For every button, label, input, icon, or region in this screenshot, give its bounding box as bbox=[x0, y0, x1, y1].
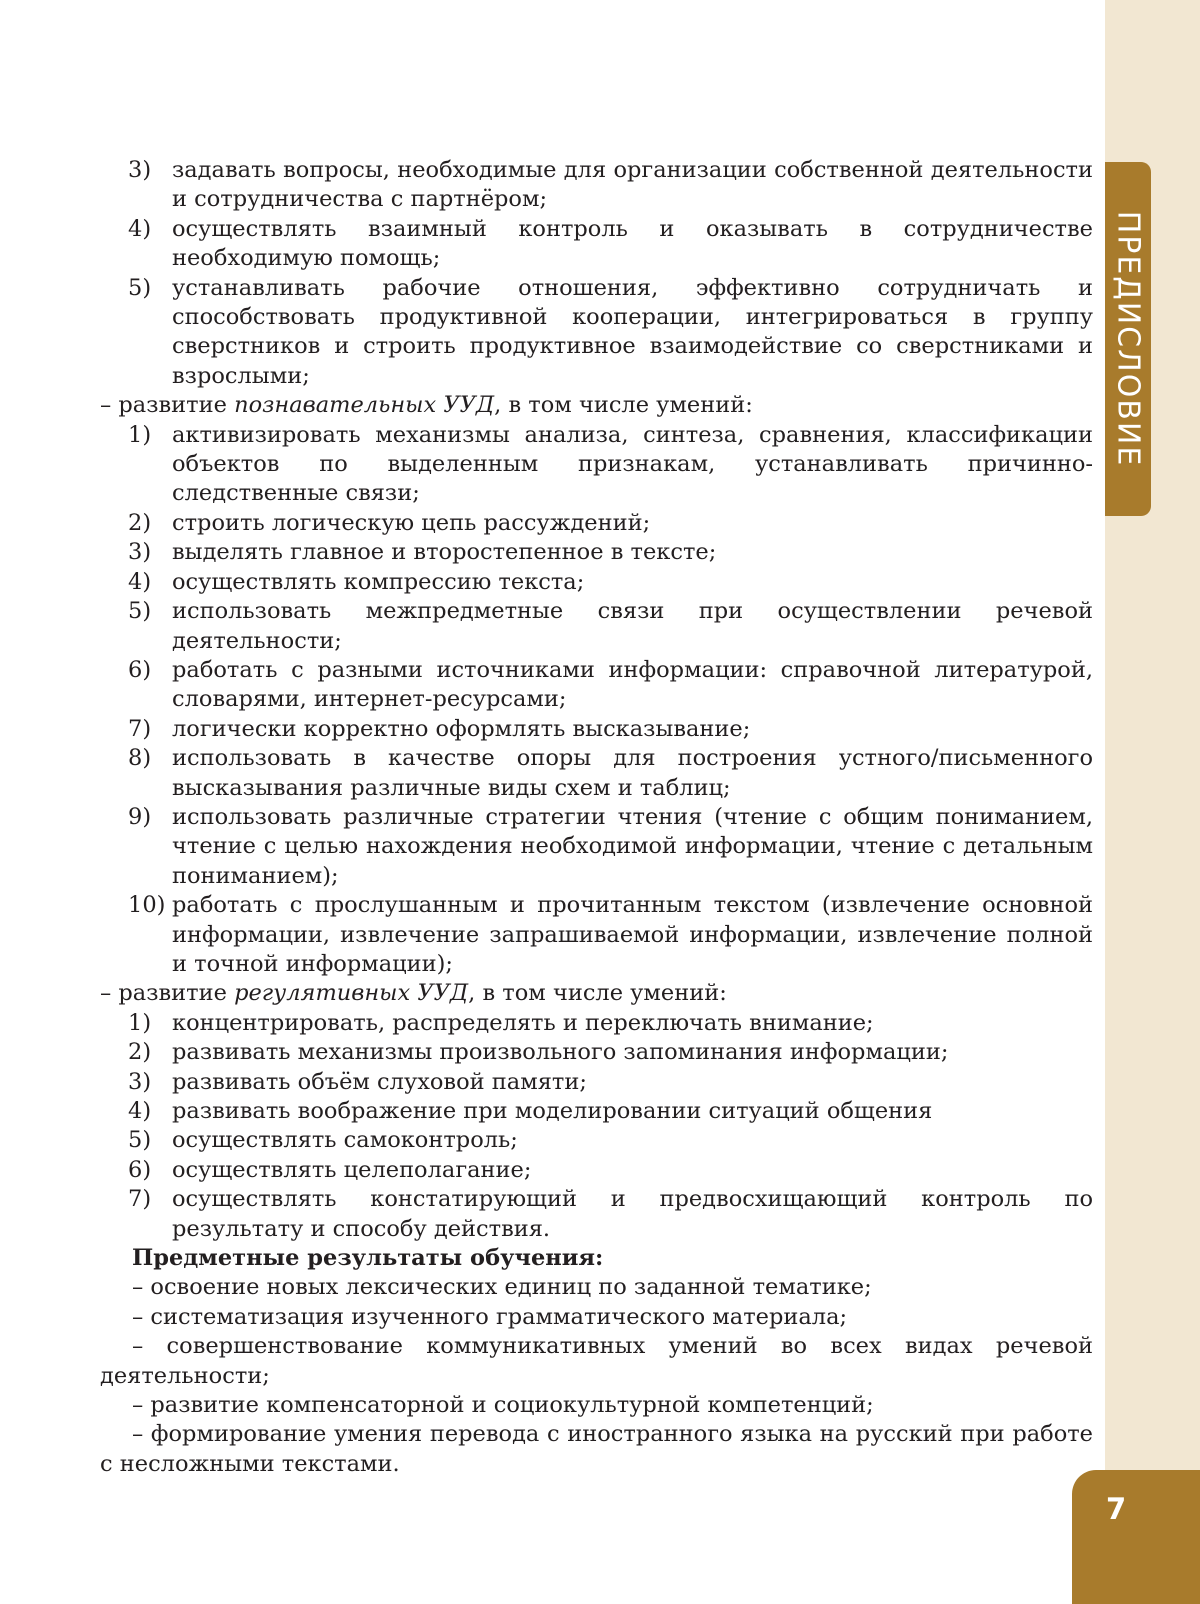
item-text: задавать вопросы, необходимые для организации собственной деятельности и сотрудничества с партнёром; bbox=[172, 157, 1093, 213]
item-number: 3) bbox=[128, 157, 152, 183]
list-item bbox=[100, 274, 1093, 392]
list-a bbox=[100, 156, 1093, 391]
list-item: 5) осуществлять самоконтроль; bbox=[128, 1127, 518, 1154]
page-number-badge bbox=[1072, 1470, 1200, 1604]
list-item: 8) использовать в качестве опоры для построения устного/письменного высказывания различные виды схем и таблиц; bbox=[128, 745, 1093, 801]
list-item: 5) использовать межпредметные связи при осуществлении речевой деятельности; bbox=[128, 598, 1093, 654]
subject-result-item: – развитие компенсаторной и социокультурной компетенций; bbox=[132, 1392, 874, 1419]
item-text: осуществлять взаимный контроль и оказывать в сотрудничестве необходимую помощь; bbox=[172, 215, 1093, 272]
cognitive-list bbox=[100, 421, 1093, 980]
item-text: устанавливать рабочие отношения, эффективно сотрудничать и способствовать продуктивной кооперации, интегрироваться в группу сверстников и строить продуктивное взаимодействие со сверстниками и взрослыми; bbox=[172, 274, 1093, 389]
list-item: 6) работать с разными источниками информации: справочной литературой, словарями, интернет-ресурсами; bbox=[128, 656, 1093, 713]
list-item: 3) развивать объём слуховой памяти; bbox=[128, 1068, 587, 1095]
list-item: 3) выделять главное и второстепенное в тексте; bbox=[128, 539, 717, 566]
list-item: 2) строить логическую цепь рассуждений; bbox=[128, 509, 651, 536]
list-item bbox=[100, 215, 1093, 274]
subject-result-item: – освоение новых лексических единиц по заданной тематике; bbox=[132, 1274, 872, 1301]
section-tab bbox=[1105, 162, 1151, 516]
section-tab-label: ПРЕДИСЛОВИЕ bbox=[1110, 210, 1146, 468]
list-item: 7) логически корректно оформлять высказывание; bbox=[128, 715, 751, 742]
list-item: 10) работать с прослушанным и прочитанным текстом (извлечение основной информации, извлечение запрашиваемой информации, извлечение полной и точной информации); bbox=[128, 892, 1093, 977]
cognitive-heading: – развитие познавательных УУД, в том числе умений: bbox=[100, 392, 753, 419]
list-item: 2) развивать механизмы произвольного запоминания информации; bbox=[128, 1039, 949, 1066]
list-item: 6) осуществлять целеполагание; bbox=[128, 1156, 532, 1183]
subject-result-item: – систематизация изученного грамматического материала; bbox=[132, 1303, 848, 1330]
subject-results-heading: Предметные результаты обучения: bbox=[132, 1245, 604, 1272]
subject-result-item: – совершенствование коммуникативных умений во всех видах речевой деятельности; bbox=[100, 1333, 1093, 1389]
item-number: 5) bbox=[128, 274, 152, 301]
list-item bbox=[100, 156, 1093, 215]
regulatory-list bbox=[100, 1009, 1093, 1244]
regulatory-heading: – развитие регулятивных УУД, в том числе умений: bbox=[100, 980, 727, 1007]
list-item: 9) использовать различные стратегии чтения (чтение с общим пониманием, чтение с целью нахождения необходимой информации, чтение с детальным пониманием); bbox=[128, 803, 1093, 889]
page-text bbox=[100, 156, 1093, 1479]
list-item: 1) концентрировать, распределять и переключать внимание; bbox=[128, 1009, 874, 1036]
list-item: 4) осуществлять компрессию текста; bbox=[128, 568, 585, 595]
item-number: 4) bbox=[128, 215, 152, 242]
list-item: 1) активизировать механизмы анализа, синтеза, сравнения, классификации объектов по выделенным признакам, устанавливать причинно-следственные связи; bbox=[128, 421, 1093, 507]
list-item: 7) осуществлять констатирующий и предвосхищающий контроль по результату и способу действия. bbox=[128, 1186, 1093, 1242]
list-item: 4) развивать воображение при моделировании ситуаций общения bbox=[128, 1098, 933, 1124]
page-number: 7 bbox=[1106, 1492, 1127, 1526]
subject-result-item: – формирование умения перевода с иностранного языка на русский при работе с несложными текстами. bbox=[100, 1421, 1093, 1477]
